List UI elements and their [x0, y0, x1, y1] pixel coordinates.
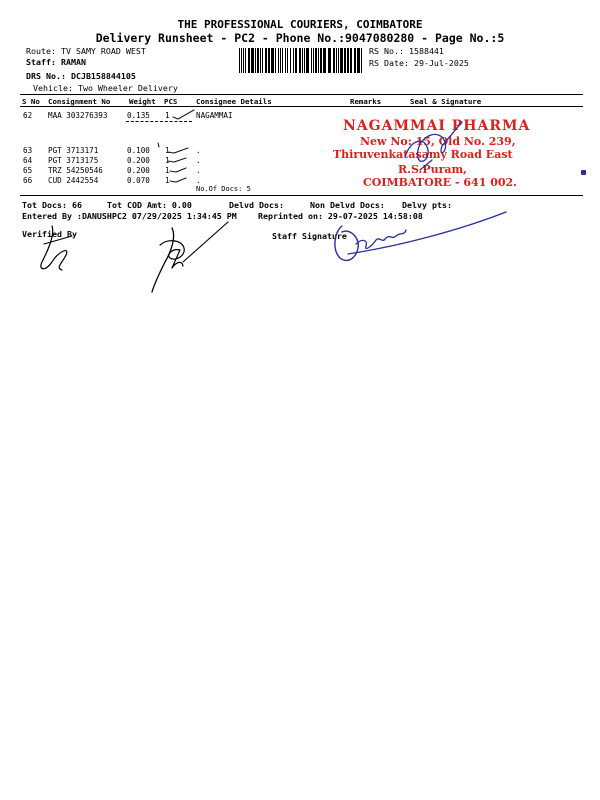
row-consignment: TRZ 54250546 [48, 166, 103, 175]
row-pcs: 1 [165, 146, 170, 155]
row-consignment: CUD 2442554 [48, 176, 99, 185]
row-consignee: . [196, 146, 201, 155]
drs-number: DRS No.: DCJB158844105 [26, 71, 136, 81]
stamp-line-3: Thiruvenkatasamy Road East [333, 148, 513, 161]
runsheet-subtitle: Delivery Runsheet - PC2 - Phone No.:9047080280 - Page No.:5 [95, 31, 505, 45]
row-weight: 0.200 [127, 166, 150, 175]
row-sno: 66 [23, 176, 33, 185]
delivered-docs: Delvd Docs: [229, 200, 284, 210]
row-sno: 64 [23, 156, 33, 165]
stamp-line-5: COIMBATORE - 641 002. [363, 176, 517, 189]
rs-number: RS No.: 1588441 [369, 46, 444, 56]
row-sno: 65 [23, 166, 33, 175]
col-remarks: Remarks [350, 97, 382, 106]
no-of-docs: No.Of Docs: 5 [196, 185, 251, 193]
row-pcs: 1 [165, 176, 170, 185]
row-pcs: 1 [165, 111, 170, 120]
entered-by: Entered By :DANUSHPC2 07/29/2025 1:34:45 PM [22, 211, 237, 221]
col-consignment: Consignment No [48, 97, 111, 106]
row-sno: 62 [23, 111, 33, 120]
row-consignment: PGT 3713175 [48, 156, 99, 165]
row-pcs: 1 [165, 156, 170, 165]
verified-by-label: Verified By [22, 229, 77, 239]
row-consignee: NAGAMMAI [196, 111, 233, 120]
rs-date: RS Date: 29-Jul-2025 [369, 58, 469, 68]
col-consignee: Consignee Details [196, 97, 272, 106]
total-docs: Tot Docs: 66 [22, 200, 82, 210]
stamp-line-1: NAGAMMAI PHARMA [343, 118, 531, 134]
route-label: Route: TV SAMY ROAD WEST [26, 46, 146, 56]
staff-signature-label: Staff Signature [272, 231, 347, 241]
row-consignee: . [196, 176, 201, 185]
non-delivered-docs: Non Delvd Docs: [310, 200, 385, 210]
vehicle-label: Vehicle: Two Wheeler Delivery [33, 83, 178, 93]
stamp-line-2: New No: 15, Old No. 239, [360, 135, 516, 148]
row-consignment: PGT 3713171 [48, 146, 99, 155]
staff-label: Staff: RAMAN [26, 57, 86, 67]
row-pcs: 1 [165, 166, 170, 175]
col-pcs: PCS [164, 97, 178, 106]
reprinted-on: Reprinted on: 29-07-2025 14:58:08 [258, 211, 423, 221]
total-cod-amount: Tot COD Amt: 0.00 [107, 200, 192, 210]
row-weight: 0.200 [127, 156, 150, 165]
row-weight: 0.070 [127, 176, 150, 185]
row-weight: 0.135 [127, 111, 150, 120]
row-weight: 0.100 [127, 146, 150, 155]
col-sno: S No [22, 97, 40, 106]
row-consignee: . [196, 156, 201, 165]
col-seal: Seal & Signature [410, 97, 482, 106]
row-consignment: MAA 303276393 [48, 111, 108, 120]
delivery-points: Delvy pts: [402, 200, 452, 210]
stamp-line-4: R.S.Puram, [398, 163, 468, 176]
col-weight: Weight [129, 97, 156, 106]
row-consignee: . [196, 166, 201, 175]
company-title: THE PROFESSIONAL COURIERS, COIMBATORE [177, 18, 423, 31]
row-sno: 63 [23, 146, 33, 155]
